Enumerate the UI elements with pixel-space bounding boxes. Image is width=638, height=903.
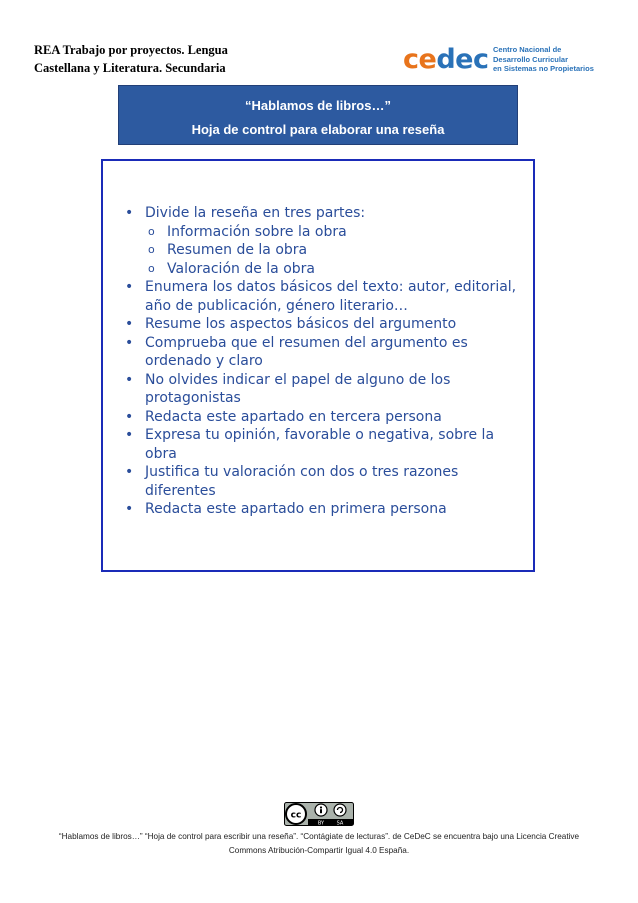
logo-sub-2: Desarrollo Curricular [493,54,569,64]
list-item [125,426,525,463]
list-item [125,334,525,371]
license-footer [28,830,610,858]
list-item [125,463,525,500]
list-subitem-text: Información sobre la obra [167,223,347,240]
footer-line-1: “Hablamos de libros…” “Hoja de control para escribir una reseña”. “Contágiate de lecturas”. de CeDeC se encuentra bajo una Licencia Creative [58,832,580,841]
list-item [125,408,525,427]
list-item-text: Comprueba que el resumen del argumento es ordenado y claro [145,334,468,369]
svg-text:cc: cc [290,810,302,821]
bullet-icon: • [125,334,134,351]
list-subitem [125,260,525,279]
logo-wordmark [403,40,488,80]
checklist [125,204,525,519]
banner-title: “Hablamos de libros…” [245,98,391,113]
bullet-icon: • [125,205,134,221]
circle-bullet-icon: o [148,224,155,238]
logo-sub-1: Centro Nacional de [493,45,562,54]
list-item [125,315,525,334]
circle-bullet-icon: o [148,261,155,275]
list-item [125,371,525,408]
list-item-text: Redacta este apartado en tercera persona [145,408,442,425]
bullet-icon: • [125,279,134,295]
list-item-text: No olvides indicar el papel de alguno de los protagonistas [145,371,451,406]
circle-bullet-icon: o [148,243,155,256]
list-item [125,204,525,223]
footer-line-2: Commons Atribución-Compartir Igual 4.0 España. [228,846,410,855]
list-item [125,500,525,519]
cc-sa-label: SA [336,820,344,826]
document-header [34,41,294,77]
list-subitem-text: Valoración de la obra [167,260,315,277]
cedec-logo [403,40,603,80]
logo-ce: ce [403,44,437,75]
logo-sub-3: en Sistemas no Propietarios [493,64,594,73]
list-item-text: Justifica tu valoración con dos o tres razones diferentes [145,464,459,499]
header-line-2: Castellana y Literatura. Secundaria [34,61,226,75]
cc-by-sa-icon [284,802,354,826]
bullet-icon: • [125,501,134,517]
header-line-1: REA Trabajo por proyectos. Lengua [34,43,228,57]
bullet-icon: • [125,464,134,480]
list-item-text: Redacta este apartado en primera persona [145,501,447,517]
bullet-icon: • [125,371,134,388]
bullet-icon: • [125,408,134,425]
bullet-icon: • [125,427,134,443]
list-subitem-text: Resumen de la obra [167,242,308,258]
logo-subtitle [493,45,594,74]
list-item-text: Resume los aspectos básicos del argumento [145,316,457,332]
list-subitem [125,241,525,260]
logo-dec: dec [436,44,489,75]
banner-subtitle: Hoja de control para elaborar una reseña [191,122,445,137]
list-subitem [125,223,525,242]
bullet-icon: • [125,316,134,332]
list-item-text: Expresa tu opinión, favorable o negativa, sobre la obra [145,427,495,462]
cc-by-label: BY [317,820,325,826]
cc-license-badge [284,802,354,826]
title-banner [118,85,518,145]
list-item [125,278,525,315]
list-item-text: Enumera los datos básicos del texto: autor, editorial, año de publicación, género literario… [145,279,517,314]
list-item-text: Divide la reseña en tres partes: [145,205,366,221]
